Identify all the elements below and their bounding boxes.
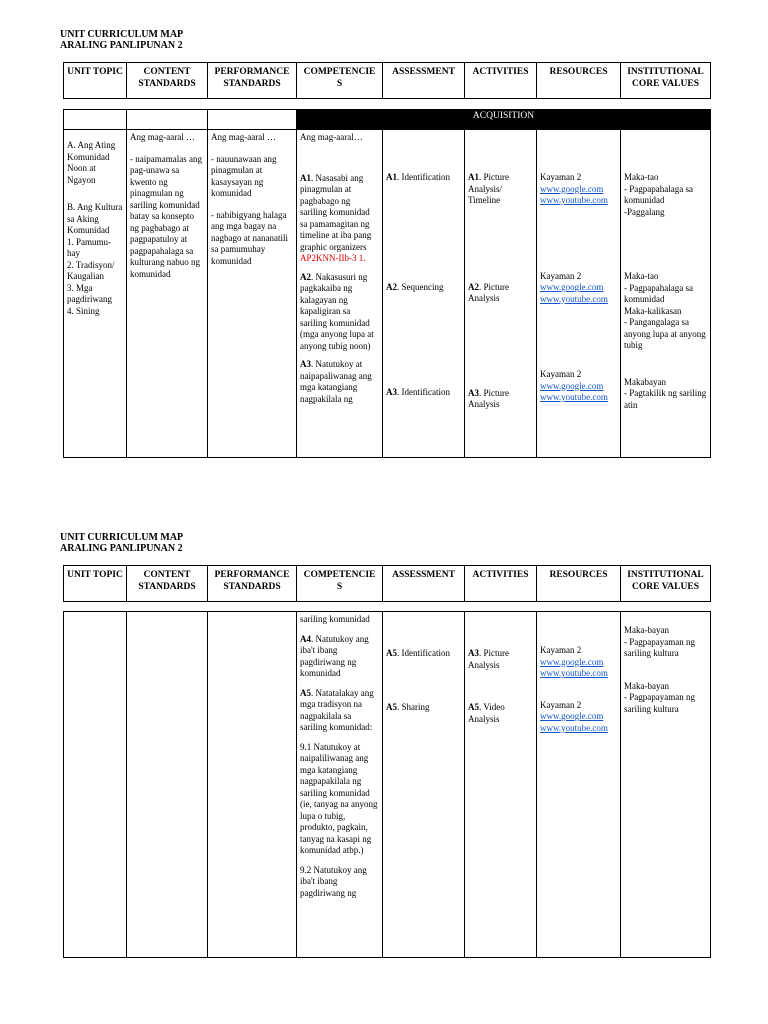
doc-subtitle: ARALING PANLIPUNAN 2 [60,40,183,51]
content-intro: Ang mag-aaral … [130,132,195,142]
value-line: Maka-tao [624,271,659,281]
assessment-item: A2. Sequencing [386,281,444,292]
value-line: - Pagpapahalaga sa komunidad [624,282,693,304]
value-line: - Pagpapayaman ng sariling kultura [624,636,695,658]
activities-cell [465,130,537,458]
performance-standards-cell [208,130,297,458]
content-body: - naipamamalas ang pag-unawa sa kwento ng pinagmulan ng sariling komunidad batay sa konsepto ng pagbabago at pagpapatuloy at pagpapahalaga sa kulturang nabuo ng komunidad [130,153,202,279]
topic-b4: 4. Sining [67,305,100,316]
google-link[interactable]: www.google.com [540,380,604,391]
youtube-link[interactable]: www.youtube.com [540,722,608,733]
header-resources: RESOURCES [537,566,621,602]
activity-item: A1. Picture Analysis/ Timeline [468,172,509,205]
google-link[interactable]: www.google.com [540,183,604,194]
topic-a: A. Ang Ating Komunidad Noon at Ngayon [67,140,116,185]
activity-item: A3. Picture Analysis [468,648,509,670]
competency-a3: A3. Natutukoy at naipapaliwanag ang mga katangiang nagpakilala ng [300,359,372,404]
header-resources: RESOURCES [537,63,621,99]
value-line: - Pangangalaga sa anyong lupa at anyong tubig [624,317,706,350]
header-activities: ACTIVITIES [465,63,537,99]
unit-topic-cell [64,612,127,958]
content-standards-cell [127,612,208,958]
curriculum-table [63,611,711,958]
youtube-link[interactable]: www.youtube.com [540,195,608,205]
value-line: -Paggalang [624,206,665,217]
assessment-cell [383,612,465,958]
resources-cell [537,612,621,958]
header-core-values: INSTITUTIONAL CORE VALUES [621,63,711,99]
curriculum-table [63,109,711,458]
value-line: - Pagtakilik ng sariling atin [624,388,707,410]
activity-item: A3. Picture Analysis [468,387,509,409]
competency-9-1: 9.1 Natutukoy at naipaliliwanag ang mga katangiang nagpapakilala ng sariling komunidad (ie, tanyag na anyong lupa o tubig, produkto, pagkain, tanyag na kasapi ng komunidad atbp.) [300,741,378,855]
value-line: Maka-bayan [624,625,669,635]
competency-a1: A1. Nasasabi ang pinagmulan at pagbabago ng sariling komunidad sa pamamagitan ng timeline at iba pang graphic organizers AP2KNN-IIb-3 1. [300,172,372,263]
header-competencies: COMPETENCIE S [297,566,383,602]
header-performance-standards: PERFORMANCE STANDARDS [208,63,297,99]
competency-code-ref: AP2KNN-IIb-3 1. [300,253,366,263]
header-core-values: INSTITUTIONAL CORE VALUES [621,566,711,602]
header-content-standards: CONTENT STANDARDS [127,566,208,602]
value-line: Makabayan [624,376,666,387]
header-content-standards: CONTENT STANDARDS [127,63,208,99]
youtube-link[interactable]: www.youtube.com [540,392,608,402]
header-competencies: COMPETENCIE S [297,63,383,99]
core-values-cell [621,612,711,958]
doc-title: UNIT CURRICULUM MAP [60,532,184,543]
header-unit-topic: UNIT TOPIC [64,566,127,602]
resource-book: Kayaman 2 [540,172,582,182]
youtube-link[interactable]: www.youtube.com [540,293,608,304]
google-link[interactable]: www.google.com [540,282,604,292]
performance-intro: Ang mag-aaral … [211,132,276,142]
header-activities: ACTIVITIES [465,566,537,602]
competency-a2: A2. Nakasusuri ng pagkakaiba ng kalagayan ng kapaligiran sa sariling komunidad (mga anyong lupa at anyong tubig noon) [300,271,374,351]
resource-book: Kayaman 2 [540,369,582,379]
value-line: - Pagpapahalaga sa komunidad [624,183,693,205]
assessment-item: A3. Identification [386,387,450,397]
competency-intro: Ang mag-aaral… [300,132,363,142]
blank-cell [64,110,127,130]
value-line: Maka-tao [624,172,659,182]
topic-b2: 2. Tradisyon/ Kaugalian [67,259,115,281]
assessment-item: A5. Sharing [386,701,430,712]
performance-item: - nauunawaan ang pinagmulan at kasaysayan ng komunidad [211,153,277,198]
competencies-cell [297,130,383,458]
competency-a5: A5. Natatalakay ang mga tradisyon na nagpakilala sa sariling komunidad: [300,687,374,732]
header-assessment: ASSESSMENT [383,566,465,602]
assessment-item: A5. Identification [386,648,450,658]
topic-b: B. Ang Kultura sa Aking Komunidad [67,202,123,235]
performance-item: - nabibigyang halaga ang mga bagay na nagbago at nananatili sa pamumuhay komunidad [211,209,288,266]
blank-cell [208,110,297,130]
assessment-item: A1. Identification [386,172,450,182]
resource-book: Kayaman 2 [540,270,582,281]
google-link[interactable]: www.google.com [540,656,604,667]
header-table [63,565,711,602]
doc-subtitle: ARALING PANLIPUNAN 2 [60,543,183,554]
assessment-cell [383,130,465,458]
resource-book: Kayaman 2 [540,645,582,655]
youtube-link[interactable]: www.youtube.com [540,668,608,678]
content-standards-cell [127,130,208,458]
header-unit-topic: UNIT TOPIC [64,63,127,99]
resources-cell [537,130,621,458]
header-assessment: ASSESSMENT [383,63,465,99]
competency-9-2: 9.2 Natutukoy ang iba't ibang pagdiriwang ng [300,864,367,898]
unit-topic-cell [64,130,127,458]
activity-item: A5. Video Analysis [468,702,505,724]
activities-cell [465,612,537,958]
competency-a4: A4. Natutukoy ang iba't ibang pagdiriwang ng komunidad [300,633,369,678]
doc-title: UNIT CURRICULUM MAP [60,29,184,40]
competencies-cell [297,612,383,958]
header-performance-standards: PERFORMANCE STANDARDS [208,566,297,602]
acquisition-banner: ACQUISITION [297,110,711,130]
performance-standards-cell [208,612,297,958]
header-table [63,62,711,99]
core-values-cell [621,130,711,458]
google-link[interactable]: www.google.com [540,711,604,721]
value-line: Maka-bayan [624,680,669,691]
value-line: Maka-kalikasan [624,305,682,316]
blank-cell [127,110,208,130]
value-line: - Pagpapayaman ng sariling kultura [624,692,695,714]
competency-continued: sariling komunidad [300,614,370,624]
topic-b1: 1. Pamumu-hay [67,236,111,258]
topic-b3: 3. Mga pagdiriwang [67,282,112,304]
resource-book: Kayaman 2 [540,699,582,710]
activity-item: A2. Picture Analysis [468,281,509,303]
